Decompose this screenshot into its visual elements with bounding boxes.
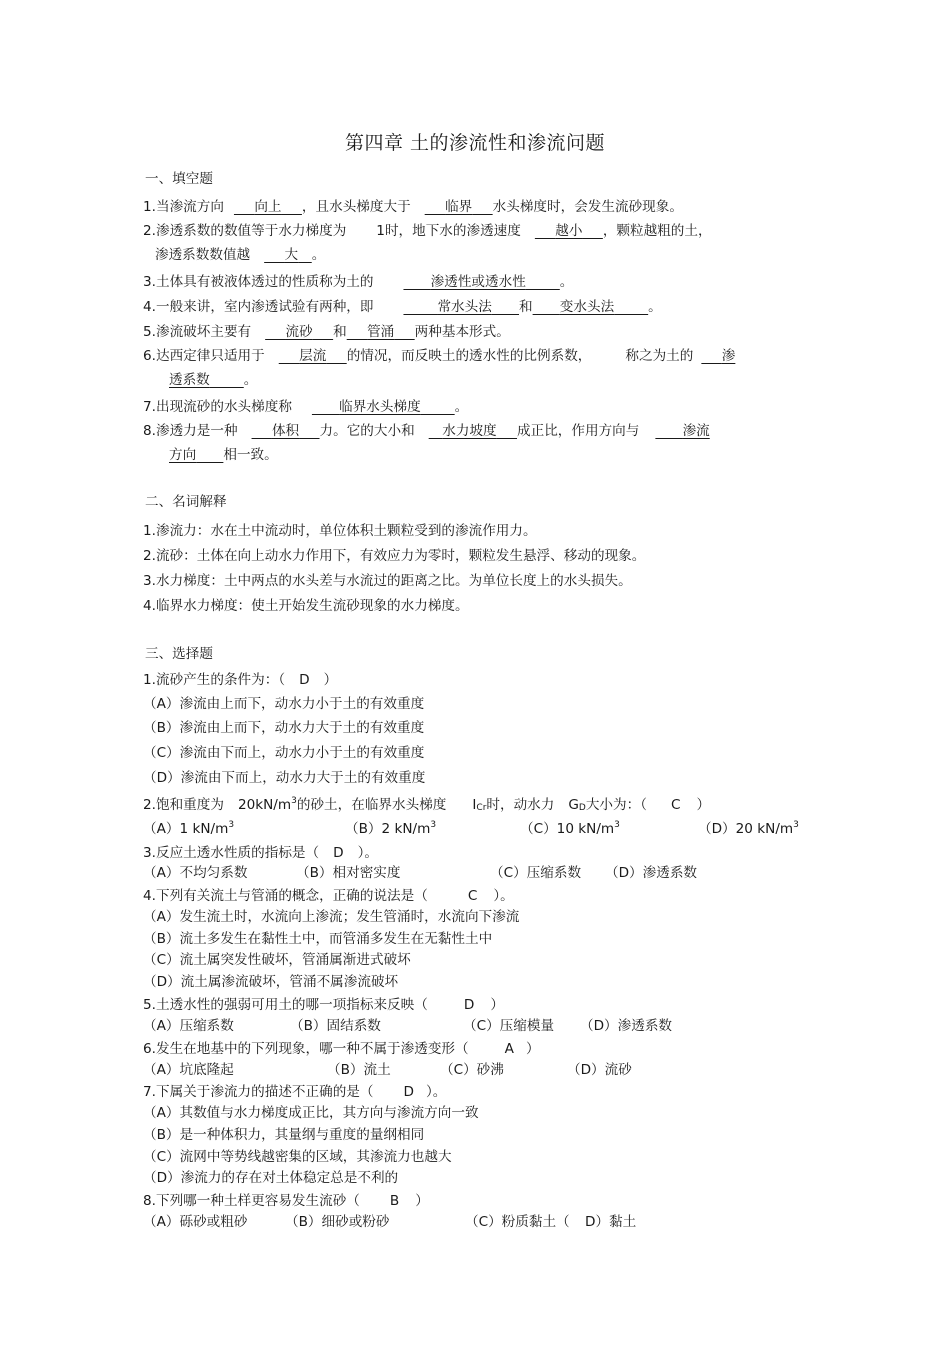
- choice-option: （A）坑底隆起: [143, 1062, 234, 1078]
- choice-question-6: 6.发生在地基中的下列现象，哪一种不属于渗透变形（ A ）: [143, 1041, 540, 1057]
- answer-blank: 流砂: [285, 324, 313, 340]
- fill-question-7: 7.出现流砂的水头梯度称 临界水头梯度 。: [143, 399, 469, 415]
- choice-option: （D）渗流由下而上，动水力大于土的有效重度: [143, 770, 426, 786]
- fill-question-2: 2.渗透系数的数值等于水力梯度为 1时，地下水的渗透速度 越小 ，颗粒越粗的土，: [143, 223, 712, 239]
- choice-option: （A）渗流由上而下，动水力小于土的有效重度: [143, 696, 425, 712]
- choice-option: （D）渗透系数: [580, 1018, 673, 1034]
- choice-option: （D）流砂: [567, 1062, 632, 1078]
- answer-blank: 变水头法: [559, 299, 615, 315]
- choice-option: （B）是一种体积力，其量纲与重度的量纲相同: [143, 1127, 425, 1143]
- fill-question-6: 6.达西定律只适用于 层流 的情况，而反映土的透水性的比例系数， 称之为土的 渗: [143, 348, 736, 364]
- definition-item: 3.水力梯度：土中两点的水头差与水流过的距离之比。为单位长度上的水头损失。: [143, 573, 632, 589]
- choice-option: （B）流土: [327, 1062, 391, 1078]
- section-heading-definitions: 二、名词解释: [145, 494, 227, 510]
- choice-option: （A）发生流土时，水流向上渗流；发生管涌时，水流向下渗流: [143, 909, 520, 925]
- choice-option: （C）粉质黏土（: [465, 1214, 570, 1230]
- fill-question-6-cont: 透系数 。: [169, 372, 258, 388]
- choice-question-3: 3.反应土透水性质的指标是（ D ）。: [143, 845, 378, 861]
- fill-question-1: [143, 198, 683, 216]
- choice-option: （B）相对密实度: [296, 865, 401, 881]
- definition-item: 2.流砂：土体在向上动水力作用下，有效应力为零时，颗粒发生悬浮、移动的现象。: [143, 548, 646, 564]
- choice-option: （C）10 $kN/m^3$: [520, 820, 620, 837]
- section-heading-fill-in: 一、填空题: [145, 171, 213, 187]
- fill-question-4: 4.一般来讲，室内渗透试验有两种，即 常水头法 和 变水头法 。: [143, 299, 662, 315]
- answer-blank: 越小: [555, 223, 583, 239]
- definition-item: 4.临界水力梯度：使土开始发生流砂现象的水力梯度。: [143, 598, 469, 614]
- answer: D: [333, 845, 344, 861]
- choice-option: （A）压缩系数: [143, 1018, 234, 1034]
- choice-option: （D）渗流力的存在对土体稳定总是不利的: [143, 1170, 399, 1186]
- choice-question-1: 1.流砂产生的条件为：（ D ）: [143, 672, 338, 688]
- q-text: 1.当渗流方向: [143, 199, 224, 215]
- answer: C: [467, 888, 478, 904]
- choice-option: （D）渗透系数: [605, 865, 698, 881]
- choice-option: （C）压缩系数: [490, 865, 582, 881]
- answer-blank: 大: [284, 247, 299, 263]
- section-heading-choice: 三、选择题: [145, 646, 213, 662]
- q-text: ，且水头梯度大于: [301, 199, 411, 215]
- fill-question-3: 3.土体具有被液体透过的性质称为土的 渗透性或透水性 。: [143, 274, 574, 290]
- choice-question-7: 7.下属关于渗流力的描述不正确的是（ D ）。: [143, 1084, 447, 1100]
- answer-blank: 临界: [445, 199, 473, 215]
- fill-question-5: 5.渗流破坏主要有 流砂 和 管涌 两种基本形式。: [143, 324, 510, 340]
- choice-option: （C）流土属突发性破坏，管涌属渐进式破坏: [143, 952, 411, 968]
- choice-option: （C）压缩模量: [463, 1018, 555, 1034]
- answer-blank: 层流: [299, 348, 327, 364]
- choice-option: （C）渗流由下而上，动水力小于土的有效重度: [143, 745, 425, 761]
- answer-blank: 水力坡度: [442, 423, 497, 439]
- choice-option: （B）渗流由上而下，动水力大于土的有效重度: [143, 720, 425, 736]
- answer-blank: 透系数: [169, 372, 210, 388]
- fill-question-2-cont: 渗透系数数值越 大 。: [155, 247, 326, 263]
- answer-blank: 向上: [254, 199, 282, 215]
- answer: D: [299, 672, 310, 688]
- choice-option: （D）20 $kN/m^3$: [698, 820, 799, 837]
- choice-option: （C）砂沸: [440, 1062, 504, 1078]
- answer-blank: 渗透性或透水性: [430, 274, 526, 290]
- answer: D: [403, 1084, 414, 1100]
- choice-option: （C）流网中等势线越密集的区域，其渗流力也越大: [143, 1149, 452, 1165]
- fill-question-8: 8.渗透力是一种 体积 力。它的大小和 水力坡度 成正比，作用方向与 渗流: [143, 423, 710, 439]
- choice-option: （B）2 $kN/m^3$: [345, 820, 437, 837]
- chapter-title: 第四章 土的渗流性和渗流问题: [344, 132, 606, 154]
- answer: B: [389, 1193, 400, 1209]
- answer-blank: 渗流: [682, 423, 710, 439]
- q-text: 水头梯度时，会发生流砂现象。: [492, 199, 683, 215]
- answer-blank: 常水头法: [437, 299, 492, 315]
- answer: C: [671, 797, 681, 813]
- fill-question-8-cont: 方向 相一致。: [169, 447, 278, 463]
- choice-question-4: 4.下列有关流土与管涌的概念，正确的说法是（ C ）。: [143, 888, 514, 904]
- answer-blank: 渗: [721, 348, 736, 364]
- answer-blank: 管涌: [367, 324, 395, 340]
- choice-option: （B）流土多发生在黏性土中，而管涌多发生在无黏性土中: [143, 931, 493, 947]
- choice-question-8: 8.下列哪一种土样更容易发生流砂（ B ）: [143, 1193, 429, 1209]
- choice-question-5: 5.土透水性的强弱可用土的哪一项指标来反映（ D ）: [143, 997, 504, 1013]
- choice-option: （A）其数值与水力梯度成正比，其方向与渗流方向一致: [143, 1105, 479, 1121]
- choice-question-2: 2.饱和重度为 $20kN/m^3$的砂土，在临界水头梯度 $I_{Cr}$时，动水力 $G_D$大小为：（ C ）: [143, 796, 711, 813]
- definition-item: 1.渗流力：水在土中流动时，单位体积土颗粒受到的渗流作用力。: [143, 523, 537, 539]
- choice-option: D）黏土: [585, 1214, 637, 1230]
- choice-option: （B）细砂或粉砂: [285, 1214, 390, 1230]
- answer-blank: 体积: [271, 423, 300, 439]
- choice-option: （A）1 $kN/m^3$: [143, 820, 235, 837]
- choice-option: （A）砾砂或粗砂: [143, 1214, 248, 1230]
- answer-blank: 临界水头梯度: [339, 399, 421, 415]
- answer: A: [504, 1041, 514, 1057]
- choice-option: （A）不均匀系数: [143, 865, 248, 881]
- answer-blank: 方向: [169, 447, 197, 463]
- choice-option: （D）流土属渗流破坏，管涌不属渗流破坏: [143, 974, 399, 990]
- choice-option: （B）固结系数: [290, 1018, 381, 1034]
- answer: D: [463, 997, 475, 1013]
